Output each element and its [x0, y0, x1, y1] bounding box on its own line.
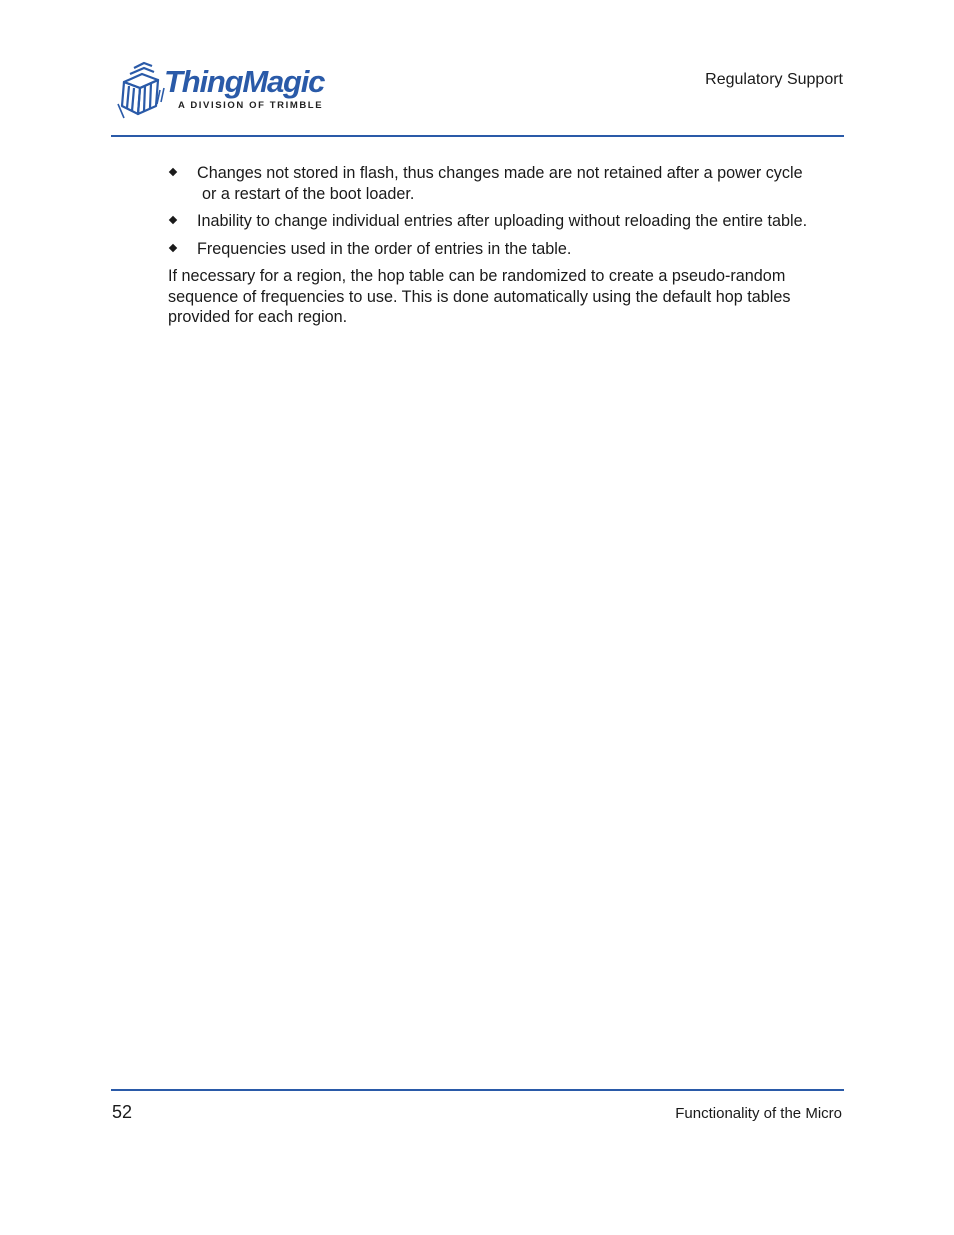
thingmagic-cube-icon [114, 60, 166, 122]
body-paragraph: If necessary for a region, the hop table can be randomized to create a pseudo-random sequence of frequencies to use. This is done automatically using the default hop tables provided for each region. [168, 267, 791, 326]
list-item-text-continued: or a restart of the boot loader. [202, 184, 415, 203]
running-header-title: Regulatory Support [705, 71, 843, 88]
list-item-text: Frequencies used in the order of entries in the table. [197, 239, 572, 258]
bullet-list [168, 163, 844, 259]
diamond-bullet-icon [169, 216, 177, 224]
brand-name: ThingMagic [164, 64, 325, 99]
list-item [168, 163, 844, 204]
diamond-bullet-icon [169, 243, 177, 251]
page-number: 52 [112, 1102, 133, 1122]
running-footer-title: Functionality of the Micro [675, 1105, 842, 1122]
page-body [168, 163, 844, 328]
list-item [168, 211, 844, 232]
list-item-text: Changes not stored in flash, thus changes made are not retained after a power cycle [197, 164, 803, 182]
list-item [168, 239, 844, 260]
list-item-text: Inability to change individual entries after uploading without reloading the entire table. [197, 212, 808, 230]
header-divider [111, 135, 844, 137]
footer-divider [111, 1089, 844, 1091]
diamond-bullet-icon [169, 168, 177, 176]
brand-logo [114, 60, 324, 122]
brand-tagline: A DIVISION OF TRIMBLE [178, 100, 324, 111]
